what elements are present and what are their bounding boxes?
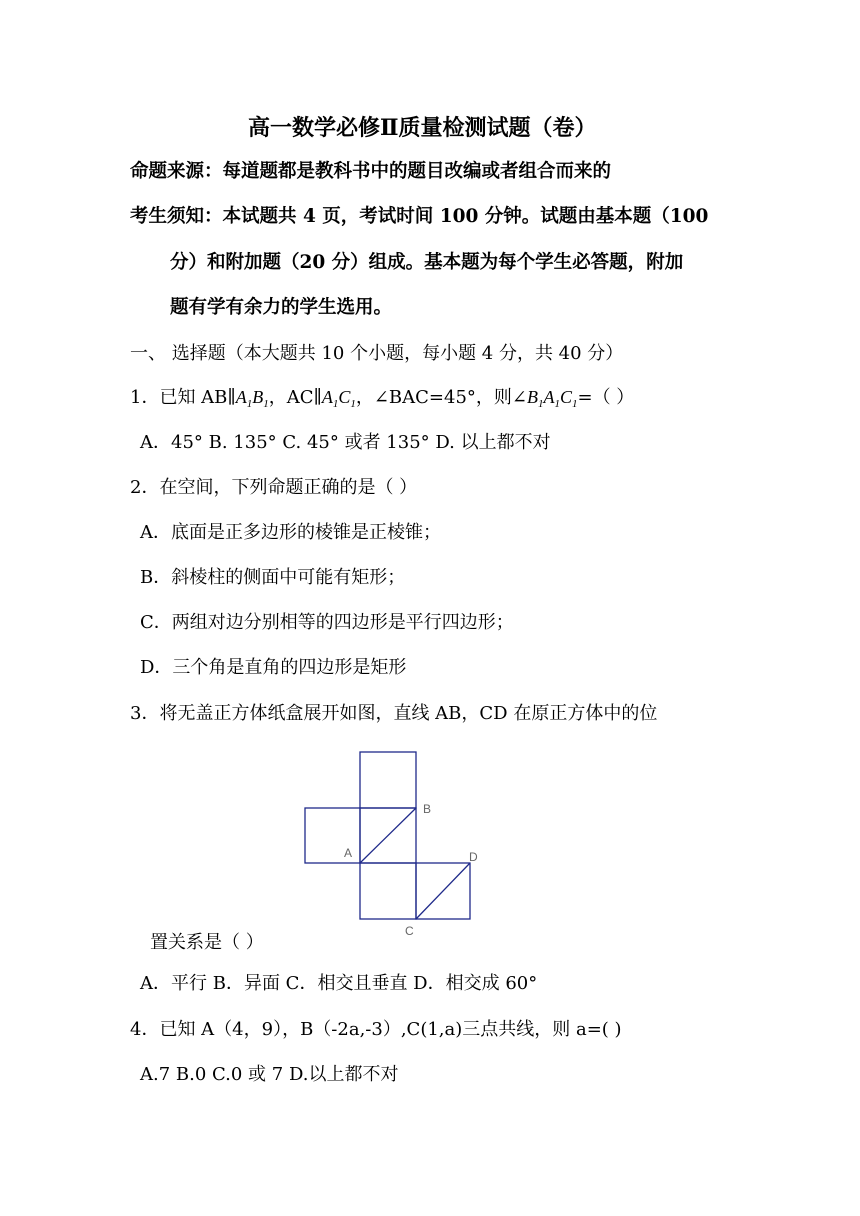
question-1-stem [130, 385, 634, 416]
question-2-option-d: D．三个角是直角的四边形是矩形 [140, 657, 407, 678]
q1-mid: ，AC∥ [268, 387, 322, 408]
question-4-options: A.7 B.0 C.0 或 7 D.以上都不对 [140, 1064, 399, 1085]
source-line: 命题来源：每道题都是教科书中的题目改编或者组合而来的 [130, 161, 612, 182]
question-4-stem: 4．已知 A（4，9），B（-2a,-3）,C(1,a)三点共线，则 a=( ) [130, 1019, 622, 1040]
page-title: 高一数学必修Ⅱ质量检测试题（卷） [248, 115, 597, 141]
notice-line-2: 分）和附加题（20 分）组成。基本题为每个学生必答题，附加 [170, 252, 684, 273]
q1-mid2: ，∠BAC=45°，则∠ [355, 387, 527, 408]
cube-net-figure [295, 745, 495, 945]
question-2-option-b: B．斜棱柱的侧面中可能有矩形； [140, 567, 406, 588]
segment-cd [416, 863, 470, 919]
q1-suffix: =（ ） [577, 387, 635, 408]
question-2-option-c: C．两组对边分别相等的四边形是平行四边形； [140, 612, 514, 633]
question-3-stem: 3．将无盖正方体纸盒展开如图，直线 AB，CD 在原正方体中的位 [130, 703, 658, 724]
notice-line-1: 考生须知：本试题共 4 页，考试时间 100 分钟。试题由基本题（100 [130, 206, 709, 227]
label-c: C [405, 924, 414, 938]
question-1-options: A．45° B. 135° C. 45° 或者 135° D. 以上都不对 [140, 432, 551, 453]
segment-ab [360, 808, 416, 863]
question-3-stem-continued: 置关系是（ ） [150, 932, 264, 953]
label-d: D [469, 850, 478, 864]
q1-point-a1c1: $A_1C_1$ [321, 387, 356, 410]
q1-prefix: 1．已知 AB∥ [130, 387, 236, 408]
q1-point-a1: $A_1B_1$ [235, 387, 269, 410]
net-face-bottom [360, 863, 416, 919]
question-3-options: A．平行 B．异面 C．相交且垂直 D．相交成 60° [140, 973, 538, 994]
q1-angle: $B_1A_1C_1$ [526, 387, 578, 410]
question-2-option-a: A．底面是正多边形的棱锥是正棱锥； [140, 522, 441, 543]
label-a: A [344, 846, 353, 860]
question-2-stem: 2．在空间，下列命题正确的是（ ） [130, 477, 418, 498]
label-b: B [423, 802, 432, 816]
section-heading: 一、 选择题（本大题共 10 个小题，每小题 4 分，共 40 分） [130, 343, 624, 364]
net-face-top [360, 752, 416, 808]
notice-line-3: 题有学有余力的学生选用。 [170, 297, 393, 318]
